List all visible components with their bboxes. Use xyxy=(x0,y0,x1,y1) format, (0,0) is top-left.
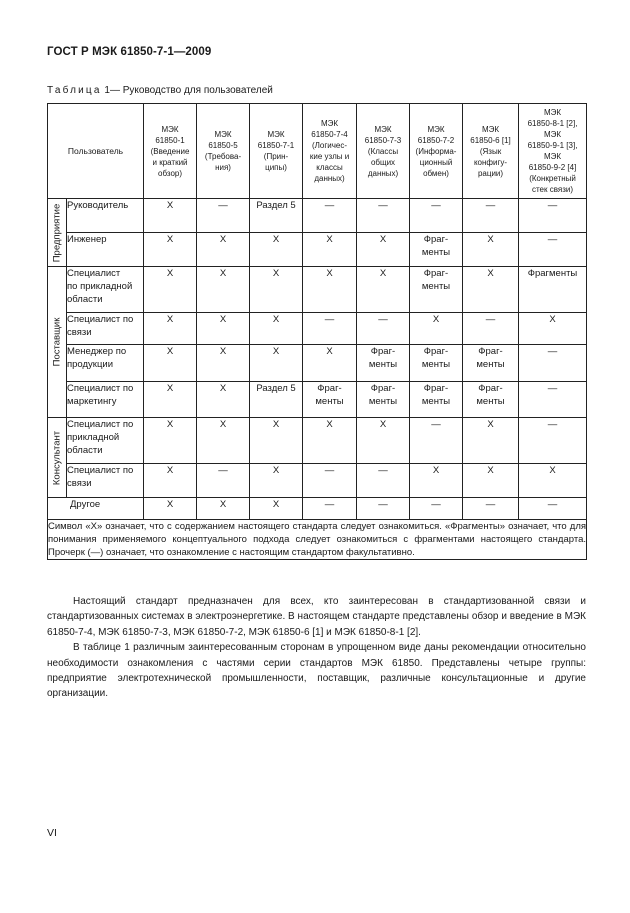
standard-column-header xyxy=(410,104,463,199)
value-cell xyxy=(303,418,357,464)
page-number: VI xyxy=(47,827,57,839)
user-cell xyxy=(48,498,144,520)
cell-line: менты xyxy=(421,281,451,292)
cell-line: МЭК xyxy=(320,119,339,128)
value-cell xyxy=(250,267,303,313)
cell-line: Фраг- xyxy=(478,383,503,394)
value-cell xyxy=(357,313,410,345)
cell-line: — xyxy=(485,314,496,325)
cell-line: Фраг- xyxy=(423,268,449,279)
table-row xyxy=(48,233,587,267)
cell-line: 61850-7-4 xyxy=(311,130,348,139)
cell-line: X xyxy=(166,234,174,245)
user-column-header: Пользователь xyxy=(48,104,144,199)
cell-line: X xyxy=(166,268,174,279)
cell-line: X xyxy=(487,268,494,279)
value-cell xyxy=(410,199,463,233)
value-cell xyxy=(410,464,463,498)
value-cell xyxy=(357,382,410,418)
value-cell xyxy=(250,233,303,267)
cell-line: менты xyxy=(476,396,505,407)
cell-line: 61850-7-1 xyxy=(257,141,295,150)
table-row xyxy=(48,382,587,418)
cell-line: менты xyxy=(421,359,451,370)
value-cell xyxy=(197,199,250,233)
value-cell xyxy=(144,267,197,313)
cell-line: — xyxy=(324,314,335,325)
value-cell xyxy=(197,498,250,520)
cell-line: X xyxy=(166,383,174,394)
cell-line: данных) xyxy=(367,168,399,178)
table-row xyxy=(48,498,587,520)
cell-line: конфигу- xyxy=(473,157,508,167)
value-cell xyxy=(357,418,410,464)
table-row xyxy=(48,464,587,498)
cell-line: Фраг- xyxy=(423,234,449,245)
caption-dash: — xyxy=(109,85,120,96)
cell-line: 61850-8-1 [2], xyxy=(527,119,578,128)
cell-line: (Введение xyxy=(150,146,190,156)
cell-line: X xyxy=(166,499,174,510)
cell-line: 61850-7-3 xyxy=(364,135,402,145)
cell-line: X xyxy=(219,234,227,245)
table-row xyxy=(48,418,587,464)
cell-line: области xyxy=(67,294,103,305)
cell-line: менты xyxy=(368,396,398,407)
cell-line: — xyxy=(324,200,335,211)
cell-line: Фраг- xyxy=(370,383,396,394)
table-row xyxy=(48,199,587,233)
cell-line: 61850-5 xyxy=(208,141,238,150)
cell-line: 61850-6 [1] xyxy=(470,135,511,145)
group-label: Консультант xyxy=(51,430,63,485)
cell-line: менты xyxy=(421,396,451,407)
cell-line: — xyxy=(324,499,335,510)
cell-line: X xyxy=(487,419,494,430)
cell-line: стек связи) xyxy=(531,185,574,194)
cell-line: данных) xyxy=(314,174,345,183)
value-cell xyxy=(357,464,410,498)
cell-line: X xyxy=(219,346,227,357)
cell-line: менты xyxy=(315,396,344,407)
cell-line: Фраг- xyxy=(370,346,396,357)
cell-line: Специалист xyxy=(67,268,121,279)
value-cell xyxy=(197,313,250,345)
cell-line: прикладной xyxy=(67,432,120,443)
group-label-cell xyxy=(48,418,67,498)
cell-line: МЭК xyxy=(543,108,562,117)
cell-line: продукции xyxy=(67,359,114,370)
table-row xyxy=(48,345,587,382)
value-cell xyxy=(250,199,303,233)
cell-line: Фраг- xyxy=(317,383,342,394)
cell-line: X xyxy=(379,419,387,430)
cell-line: МЭК xyxy=(543,152,562,161)
value-cell xyxy=(410,313,463,345)
value-cell xyxy=(410,267,463,313)
cell-line: — xyxy=(218,200,228,211)
value-cell xyxy=(303,382,357,418)
cell-line: — xyxy=(431,419,441,430)
cell-line: рации) xyxy=(477,168,504,178)
value-cell xyxy=(197,382,250,418)
cell-line: X xyxy=(326,419,333,430)
cell-line: X xyxy=(219,268,227,279)
value-cell xyxy=(357,498,410,520)
standard-column-header xyxy=(250,104,303,199)
table-note: Символ «X» означает, что с содержанием настоящего стандарта следует ознакомиться. «Фрагменты» означает, что для понимания применяемого концептуального подхода следует ознакомиться с фрагментами настоящего стандарта. Прочерк (—) означает, что ознакомление с настоящим стандартом факультативно. xyxy=(48,521,587,558)
cell-line: — xyxy=(378,465,388,476)
value-cell xyxy=(463,498,519,520)
body-text xyxy=(47,594,586,702)
value-cell xyxy=(519,382,587,418)
cell-line: Менеджер по xyxy=(67,346,127,357)
cell-line: — xyxy=(547,234,558,245)
cell-line: — xyxy=(378,200,388,211)
cell-line: МЭК xyxy=(427,124,445,134)
cell-line: обзор) xyxy=(158,168,183,178)
cell-line: обмен) xyxy=(423,168,449,178)
value-cell xyxy=(144,313,197,345)
value-cell xyxy=(357,233,410,267)
cell-line: — xyxy=(547,419,558,430)
cell-line: МЭК xyxy=(214,130,232,139)
value-cell xyxy=(250,418,303,464)
document-header: ГОСТ Р МЭК 61850-7-1—2009 xyxy=(47,46,212,58)
value-cell xyxy=(357,345,410,382)
cell-line: X xyxy=(379,268,387,279)
cell-line: общих xyxy=(370,157,396,167)
cell-line: связи xyxy=(67,478,92,489)
cell-line: 61850-9-1 [3], xyxy=(527,141,578,150)
cell-line: X xyxy=(166,200,174,211)
value-cell xyxy=(144,498,197,520)
user-cell xyxy=(67,313,144,345)
cell-line: — xyxy=(547,499,558,510)
cell-line: МЭК xyxy=(481,124,500,134)
value-cell xyxy=(250,345,303,382)
value-cell xyxy=(463,199,519,233)
cell-line: X xyxy=(219,383,227,394)
cell-line: МЭК xyxy=(374,124,392,134)
cell-line: МЭК xyxy=(161,124,179,134)
cell-line: области xyxy=(67,445,103,456)
cell-line: X xyxy=(219,419,227,430)
table-row xyxy=(48,267,587,313)
user-cell xyxy=(67,418,144,464)
value-cell xyxy=(410,498,463,520)
user-cell xyxy=(67,199,144,233)
value-cell xyxy=(303,233,357,267)
cell-line: Фраг- xyxy=(478,346,503,357)
cell-line: X xyxy=(272,268,280,279)
cell-line: X xyxy=(326,234,333,245)
standard-column-header xyxy=(357,104,410,199)
value-cell xyxy=(410,233,463,267)
cell-line: Специалист по xyxy=(67,465,134,476)
value-cell xyxy=(463,233,519,267)
value-cell xyxy=(250,313,303,345)
value-cell xyxy=(463,418,519,464)
cell-line: X xyxy=(549,314,556,325)
cell-line: по прикладной xyxy=(67,281,133,292)
value-cell xyxy=(519,267,587,313)
value-cell xyxy=(519,345,587,382)
cell-line: Руководитель xyxy=(67,200,129,211)
cell-line: — xyxy=(547,383,558,394)
cell-line: Специалист по xyxy=(67,383,134,394)
cell-line: X xyxy=(272,346,280,357)
group-label-cell xyxy=(48,199,67,267)
cell-line: менты xyxy=(421,247,451,258)
cell-line: Фраг- xyxy=(423,383,449,394)
value-cell xyxy=(357,199,410,233)
table-caption xyxy=(47,85,273,96)
cell-line: X xyxy=(432,465,440,476)
caption-text: Руководство для пользователей xyxy=(122,85,273,96)
cell-line: Раздел 5 xyxy=(256,200,296,211)
value-cell xyxy=(250,464,303,498)
cell-line: — xyxy=(218,465,228,476)
value-cell xyxy=(357,267,410,313)
value-cell xyxy=(144,199,197,233)
cell-line: менты xyxy=(368,359,398,370)
cell-line: (Классы xyxy=(367,146,399,156)
user-cell xyxy=(67,464,144,498)
cell-line: Другое xyxy=(70,499,101,510)
cell-line: — xyxy=(378,314,388,325)
value-cell xyxy=(250,498,303,520)
cell-line: МЭК xyxy=(267,130,285,139)
cell-line: Специалист по xyxy=(67,314,134,325)
group-label-cell xyxy=(48,267,67,418)
user-cell xyxy=(67,267,144,313)
value-cell xyxy=(519,418,587,464)
cell-line: — xyxy=(431,200,441,211)
value-cell xyxy=(303,464,357,498)
cell-line: X xyxy=(166,314,174,325)
cell-line: X xyxy=(272,465,280,476)
cell-line: X xyxy=(166,465,174,476)
value-cell xyxy=(463,313,519,345)
cell-line: Фрагменты xyxy=(527,268,578,279)
value-cell xyxy=(197,418,250,464)
value-cell xyxy=(197,267,250,313)
cell-line: (Информа- xyxy=(415,146,457,156)
standard-column-header xyxy=(303,104,357,199)
cell-line: X xyxy=(272,314,280,325)
value-cell xyxy=(303,345,357,382)
user-cell xyxy=(67,233,144,267)
cell-line: — xyxy=(485,200,496,211)
cell-line: ния) xyxy=(215,163,231,172)
value-cell xyxy=(463,345,519,382)
cell-line: ципы) xyxy=(265,163,287,172)
value-cell xyxy=(410,382,463,418)
cell-line: — xyxy=(431,499,441,510)
cell-line: — xyxy=(485,499,496,510)
cell-line: X xyxy=(272,419,280,430)
value-cell xyxy=(144,464,197,498)
user-cell xyxy=(67,345,144,382)
cell-line: X xyxy=(432,314,440,325)
user-guide-table xyxy=(47,103,587,560)
cell-line: X xyxy=(166,346,174,357)
cell-line: Специалист по xyxy=(67,419,134,430)
value-cell xyxy=(463,267,519,313)
cell-line: X xyxy=(487,234,494,245)
value-cell xyxy=(144,345,197,382)
cell-line: X xyxy=(379,234,387,245)
value-cell xyxy=(144,418,197,464)
value-cell xyxy=(519,313,587,345)
cell-line: Инженер xyxy=(67,234,107,245)
value-cell xyxy=(303,199,357,233)
table-row xyxy=(48,313,587,345)
value-cell xyxy=(197,233,250,267)
value-cell xyxy=(250,382,303,418)
cell-line: 61850-7-2 xyxy=(417,135,455,145)
cell-line: — xyxy=(547,200,558,211)
cell-line: 61850-9-2 [4] xyxy=(528,163,577,172)
value-cell xyxy=(410,418,463,464)
cell-line: — xyxy=(547,346,558,357)
cell-line: (Логичес- xyxy=(312,141,348,150)
value-cell xyxy=(197,464,250,498)
cell-line: менты xyxy=(476,359,505,370)
cell-line: и краткий xyxy=(152,157,188,167)
cell-line: 61850-1 xyxy=(155,135,185,145)
caption-label: Таблица xyxy=(47,85,102,96)
standard-column-header xyxy=(519,104,587,199)
value-cell xyxy=(303,498,357,520)
cell-line: X xyxy=(166,419,174,430)
cell-line: X xyxy=(272,499,280,510)
paragraph: Настоящий стандарт предназначен для всех, кто заинтересован в стандартизованной связи и стандартизованных системах в электроэнергетике. В настоящем стандарте представлены обзор и введение в МЭК 61850-7-4, МЭК 61850-7-3, МЭК 61850-7-2, МЭК 61850-6 [1] и МЭК 61850-8-1 [2]. xyxy=(47,596,586,638)
cell-line: связи xyxy=(67,327,92,338)
value-cell xyxy=(410,345,463,382)
value-cell xyxy=(519,233,587,267)
cell-line: кие узлы и xyxy=(309,152,350,161)
value-cell xyxy=(197,345,250,382)
value-cell xyxy=(519,464,587,498)
value-cell xyxy=(144,382,197,418)
cell-line: Фраг- xyxy=(423,346,449,357)
value-cell xyxy=(519,498,587,520)
cell-line: X xyxy=(326,346,333,357)
value-cell xyxy=(303,267,357,313)
value-cell xyxy=(144,233,197,267)
note-row xyxy=(48,520,587,560)
cell-line: X xyxy=(549,465,556,476)
cell-line: (Конкретный xyxy=(529,174,576,183)
cell-line: классы xyxy=(316,163,343,172)
cell-line: X xyxy=(219,499,227,510)
value-cell xyxy=(463,382,519,418)
cell-line: (Прин- xyxy=(263,152,289,161)
cell-line: (Язык xyxy=(479,146,502,156)
cell-line: — xyxy=(378,499,388,510)
group-label: Предприятие xyxy=(51,203,63,262)
cell-line: Раздел 5 xyxy=(256,383,296,394)
cell-line: (Требова- xyxy=(204,152,242,161)
standard-column-header xyxy=(463,104,519,199)
cell-line: маркетингу xyxy=(67,396,117,407)
cell-line: X xyxy=(272,234,280,245)
value-cell xyxy=(519,199,587,233)
cell-line: — xyxy=(324,465,335,476)
user-cell xyxy=(67,382,144,418)
value-cell xyxy=(303,313,357,345)
cell-line: X xyxy=(326,268,333,279)
cell-line: X xyxy=(219,314,227,325)
caption-number: 1 xyxy=(104,85,110,96)
group-label: Поставщик xyxy=(51,317,63,367)
cell-line: МЭК xyxy=(543,130,562,139)
cell-line: ционный xyxy=(419,157,453,167)
standard-column-header xyxy=(144,104,197,199)
standard-column-header xyxy=(197,104,250,199)
value-cell xyxy=(463,464,519,498)
paragraph: В таблице 1 различным заинтересованным сторонам в упрощенном виде даны рекомендации относительно необходимости ознакомления с частями серии стандартов МЭК 61850. Представлены четыре группы: предприятие электротехнической промышленности, поставщик, различные консультационные и другие организации. xyxy=(47,642,586,700)
cell-line: X xyxy=(487,465,494,476)
